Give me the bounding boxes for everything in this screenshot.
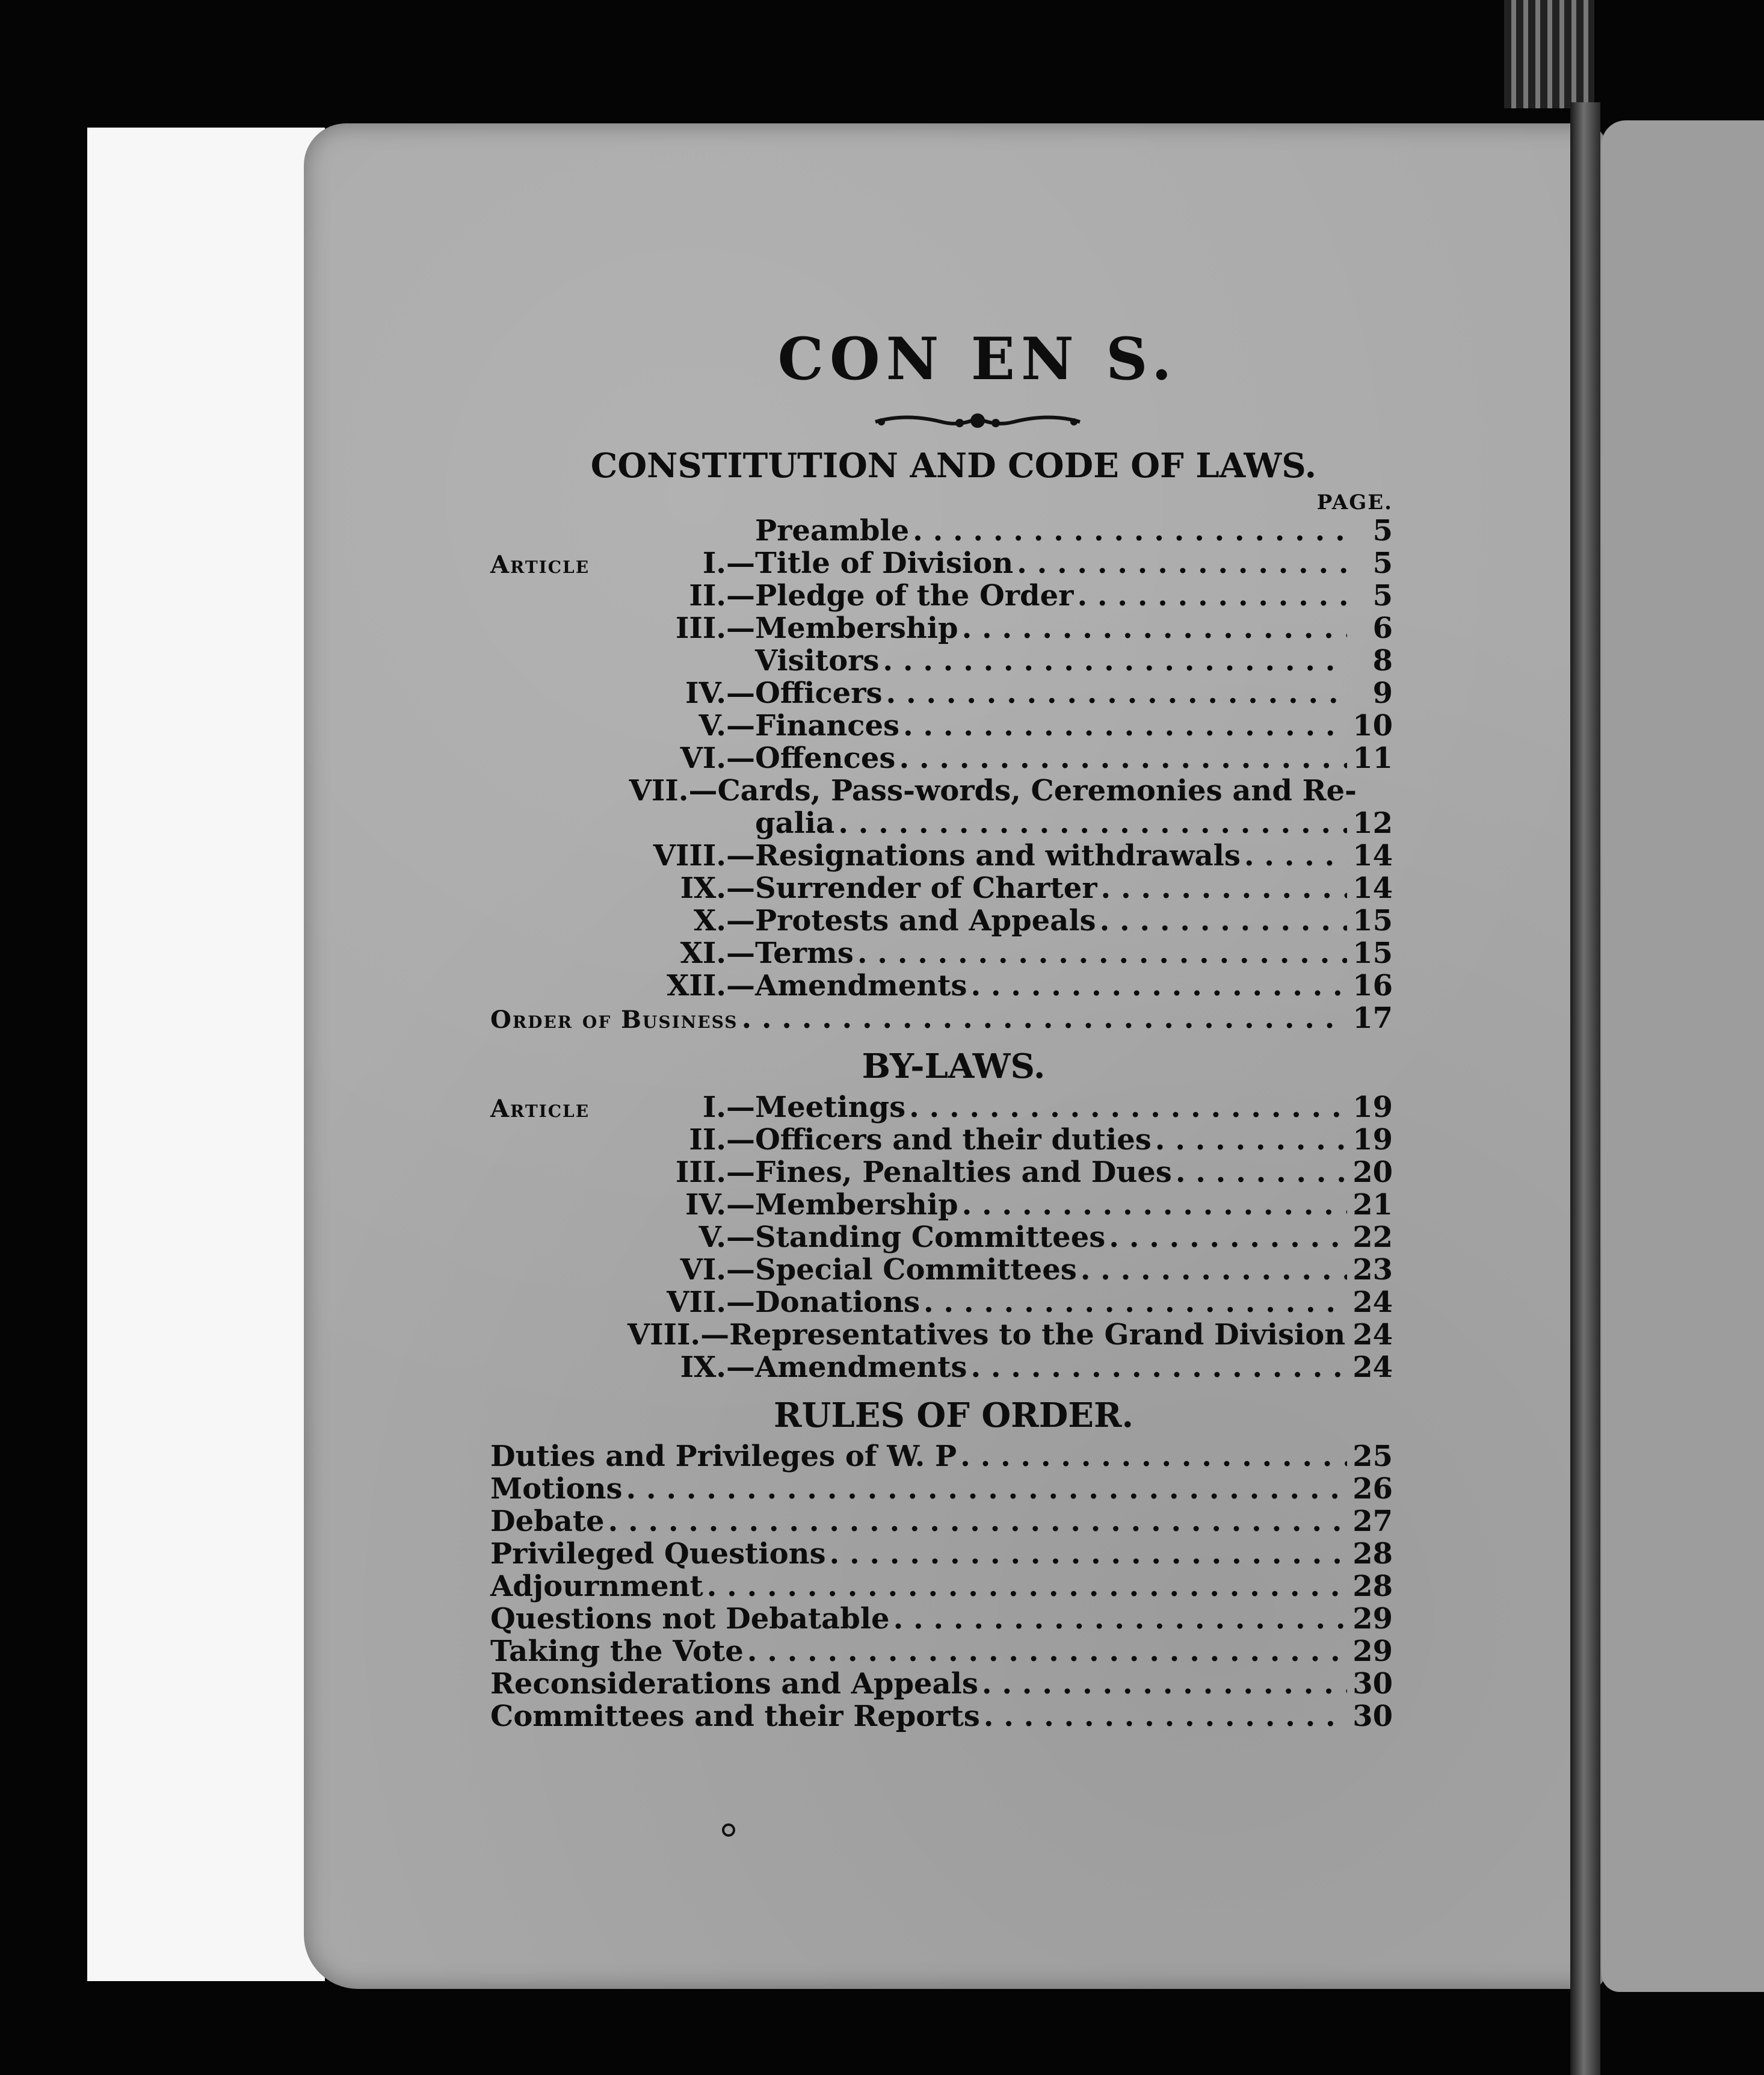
entry-title: Membership: [755, 611, 958, 645]
leader-dots: [626, 1473, 1348, 1505]
toc-entry: [490, 645, 1393, 677]
leader-dots: [1244, 840, 1347, 872]
page-number: 8: [1372, 644, 1393, 678]
leader-dots: [962, 612, 1347, 645]
entry-title: Membership: [755, 1188, 958, 1222]
page-number: 12: [1352, 806, 1393, 840]
page-number: 10: [1352, 709, 1393, 743]
toc-entry: [490, 1505, 1393, 1538]
toc-entry: [490, 1156, 1393, 1189]
toc-entry: [490, 515, 1393, 547]
paper-edge: [87, 128, 325, 1981]
section-heading: RULES OF ORDER.: [773, 1396, 1133, 1435]
article-number: I.—: [702, 546, 755, 580]
page-number: 22: [1352, 1220, 1393, 1254]
toc-entry: [490, 1473, 1393, 1505]
leader-dots: [1081, 1254, 1347, 1286]
article-number: III.—: [675, 1155, 755, 1189]
entry-title: Reconsiderations and Appeals: [490, 1667, 978, 1701]
toc-entry: [490, 905, 1393, 937]
facing-page: [1602, 120, 1764, 1992]
toc-entry: [490, 612, 1393, 645]
toc-entry: [490, 1254, 1393, 1286]
page-column-label: PAGE.: [1316, 490, 1393, 515]
toc-entry: [490, 1700, 1393, 1733]
entry-title: Cards, Pass-words, Ceremonies and Re-: [717, 774, 1357, 808]
article-number: VIII.—: [627, 1318, 730, 1352]
entry-title: Standing Committees: [755, 1220, 1106, 1254]
leader-dots: [886, 677, 1347, 710]
leader-dots: [909, 1091, 1347, 1124]
toc-entry: [490, 1319, 1393, 1351]
entry-title: Duties and Privileges of W. P: [490, 1440, 957, 1473]
page-number: 19: [1352, 1090, 1393, 1124]
page-number: 28: [1352, 1569, 1393, 1603]
page-number: 28: [1352, 1537, 1393, 1571]
toc-entry: [490, 1570, 1393, 1603]
article-number: III.—: [675, 611, 755, 645]
page-number: 29: [1352, 1602, 1393, 1636]
page-number: 24: [1352, 1350, 1393, 1384]
entry-title: Protests and Appeals: [755, 904, 1096, 938]
article-label: Article: [490, 551, 590, 579]
toc-entry: [490, 1286, 1393, 1319]
page-number: 5: [1372, 514, 1393, 548]
entry-title: Special Committees: [755, 1253, 1077, 1287]
toc-entry: [490, 1635, 1393, 1668]
leader-dots: [608, 1505, 1347, 1538]
article-number: VI.—: [680, 741, 755, 775]
entry-title: Visitors: [755, 644, 880, 678]
leader-dots: [707, 1570, 1347, 1603]
entry-title: Motions: [490, 1472, 623, 1506]
section-heading: CONSTITUTION AND CODE OF LAWS.: [590, 446, 1317, 486]
entry-title: Meetings: [755, 1090, 906, 1124]
page-number: 24: [1352, 1285, 1393, 1319]
toc-entry: [490, 937, 1393, 969]
entry-title: galia: [755, 806, 835, 840]
toc-entry: [490, 547, 1393, 580]
entry-title: Adjournment: [490, 1569, 703, 1603]
toc-entry: [490, 742, 1393, 775]
page-number: 5: [1372, 546, 1393, 580]
leader-dots: [1176, 1156, 1347, 1189]
article-label: Article: [490, 1095, 590, 1123]
entry-title: Donations: [755, 1285, 920, 1319]
leader-dots: [970, 969, 1347, 1002]
page-number: 24: [1352, 1318, 1393, 1352]
toc-entry: [490, 580, 1393, 612]
toc-entry: [490, 1189, 1393, 1221]
page-number: 23: [1352, 1253, 1393, 1287]
book-spine-top: [1504, 0, 1594, 108]
entry-title: Taking the Vote: [490, 1634, 744, 1668]
section-heading: BY-LAWS.: [862, 1047, 1046, 1086]
article-number: II.—: [689, 579, 755, 613]
toc-entry: [490, 710, 1393, 742]
entry-title: Surrender of Charter: [755, 871, 1097, 905]
toc-entry: [490, 1440, 1393, 1473]
article-number: XI.—: [680, 936, 755, 970]
leader-dots: [1100, 905, 1347, 937]
article-number: V.—: [699, 709, 755, 743]
toc-entry: [490, 677, 1393, 710]
leader-dots: [970, 1351, 1347, 1384]
article-number: I.—: [702, 1090, 755, 1124]
page-number: 14: [1352, 839, 1393, 873]
page-number: 21: [1352, 1188, 1393, 1222]
page-number: 19: [1352, 1123, 1393, 1157]
leader-dots: [830, 1538, 1347, 1570]
article-number: VI.—: [680, 1253, 755, 1287]
entry-title: Amendments: [755, 969, 967, 1003]
entry-title: Amendments: [755, 1350, 967, 1384]
toc-entry: [490, 872, 1393, 905]
entry-title: Offences: [755, 741, 896, 775]
entry-title: Representatives to the Grand Division: [729, 1318, 1346, 1352]
toc-entry: [490, 775, 1393, 807]
entry-title: Title of Division: [755, 546, 1014, 580]
page-number: 25: [1352, 1440, 1393, 1473]
toc-entry: [490, 1124, 1393, 1156]
leader-dots: [1109, 1221, 1347, 1254]
toc-entry: [490, 1091, 1393, 1124]
article-label: Order of Business: [490, 1006, 738, 1034]
leader-dots: [838, 807, 1347, 840]
page-number: 9: [1372, 676, 1393, 710]
page-number: 6: [1372, 611, 1393, 645]
page-number: 15: [1352, 904, 1393, 938]
page-number: 29: [1352, 1634, 1393, 1668]
entry-title: Officers and their duties: [755, 1123, 1152, 1157]
page-number: 14: [1352, 871, 1393, 905]
leader-dots: [1101, 872, 1347, 905]
entry-title: Questions not Debatable: [490, 1602, 890, 1636]
page-number: 16: [1352, 969, 1393, 1003]
leader-dots: [962, 1189, 1347, 1221]
page-number: 11: [1352, 741, 1393, 775]
article-number: IX.—: [680, 1350, 755, 1384]
article-number: IV.—: [685, 676, 755, 710]
leader-dots: [1077, 580, 1347, 612]
article-number: X.—: [694, 904, 755, 938]
leader-dots: [883, 645, 1347, 677]
leader-dots: [893, 1603, 1347, 1635]
entry-title: Resignations and withdrawals: [755, 839, 1241, 873]
table-of-contents: [490, 325, 1393, 1733]
leader-dots: [903, 710, 1347, 742]
entry-title: Privileged Questions: [490, 1537, 826, 1571]
toc-entry: [490, 840, 1393, 872]
article-number: VII.—: [667, 1285, 755, 1319]
page-number: 30: [1352, 1699, 1393, 1733]
leader-dots: [960, 1440, 1347, 1473]
article-number: V.—: [699, 1220, 755, 1254]
toc-entry: [490, 969, 1393, 1002]
entry-title: Officers: [755, 676, 883, 710]
toc-entry: [490, 807, 1393, 840]
toc-entry: [490, 1668, 1393, 1700]
leader-dots: [982, 1668, 1347, 1700]
leader-dots: [924, 1286, 1347, 1319]
entry-title: Pledge of the Order: [755, 579, 1074, 613]
leader-dots: [1017, 547, 1347, 580]
entry-title: Committees and their Reports: [490, 1699, 980, 1733]
article-number: XII.—: [667, 969, 755, 1003]
article-number: IV.—: [685, 1188, 755, 1222]
toc-entry: [490, 1221, 1393, 1254]
leader-dots: [857, 937, 1347, 969]
ornament-flourish: [869, 410, 1086, 434]
leader-dots: [899, 742, 1347, 775]
leader-dots: [1155, 1124, 1347, 1156]
leader-dots: [913, 515, 1347, 547]
page-number: 26: [1352, 1472, 1393, 1506]
toc-entry: [490, 1002, 1393, 1034]
article-number: IX.—: [680, 871, 755, 905]
page-number: 15: [1352, 936, 1393, 970]
toc-entry: [490, 1603, 1393, 1635]
entry-title: Preamble: [755, 514, 910, 548]
toc-entry: [490, 1351, 1393, 1384]
leader-dots: [747, 1635, 1347, 1668]
entry-title: Terms: [755, 936, 854, 970]
toc-entry: [490, 1538, 1393, 1570]
article-number: VIII.—: [653, 839, 755, 873]
leader-dots: [984, 1700, 1347, 1733]
article-number: II.—: [689, 1123, 755, 1157]
page-number: 20: [1352, 1155, 1393, 1189]
page-number: 17: [1352, 1001, 1393, 1035]
book-spine: [1570, 102, 1600, 2075]
page-mark: [722, 1823, 735, 1837]
entry-title: Finances: [755, 709, 899, 743]
article-number: VII.—: [629, 774, 718, 808]
page-number: 5: [1372, 579, 1393, 613]
page-number: 27: [1352, 1504, 1393, 1538]
page-title: CON EN S.: [777, 325, 1178, 393]
page-number: 30: [1352, 1667, 1393, 1701]
leader-dots: [741, 1002, 1347, 1034]
entry-title: Debate: [490, 1504, 605, 1538]
entry-title: Fines, Penalties and Dues: [755, 1155, 1172, 1189]
